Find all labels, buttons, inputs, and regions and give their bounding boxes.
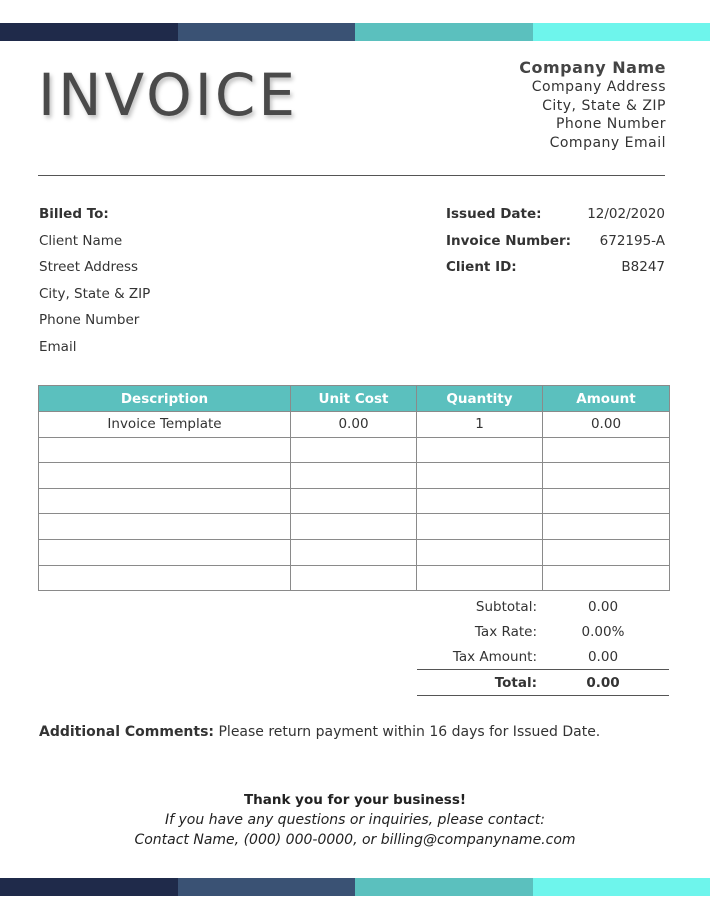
company-phone: Phone Number [555,116,666,133]
comments-label: Additional Comments: [39,724,215,740]
cell-description [39,437,291,463]
table-row [39,565,670,591]
tax-amount-value: 0.00 [587,648,619,665]
footer [0,790,710,850]
total-row [417,669,669,696]
tax-rate-row [417,619,669,644]
company-city: City, State & ZIP [542,97,666,114]
top-color-stripe [0,23,710,41]
invoice-number-row [446,232,665,259]
stripe-segment-navy [0,878,178,896]
header-divider [38,175,665,176]
tax-amount-row [417,644,669,669]
company-email: Company Email [549,134,666,151]
invoice-number-label: Invoice Number: [446,232,572,249]
stripe-segment-teal [355,23,533,41]
issued-date-label: Issued Date: [446,206,542,222]
billed-to-section [39,205,150,365]
stripe-segment-aqua [533,23,710,41]
stripe-segment-slate [178,23,356,41]
cell-description [39,514,291,540]
cell-unit-cost [291,463,417,489]
company-name: Company Name [519,58,666,77]
cell-unit-cost: 0.00 [291,412,417,438]
issued-date-value: 12/02/2020 [587,206,665,222]
cell-unit-cost [291,437,417,463]
tax-rate-label: Tax Rate: [474,623,537,640]
cell-amount [543,463,670,489]
issued-date-row [446,205,665,232]
column-header-amount: Amount [543,386,670,412]
invoice-number-value: 672195-A [599,232,665,249]
table-row [39,412,670,438]
stripe-segment-teal [355,878,533,896]
client-id-row [446,258,665,285]
cell-amount [543,539,670,565]
subtotal-row [417,594,669,619]
company-info [519,58,666,152]
invoice-title: INVOICE [38,61,299,129]
client-email: Email [39,338,77,355]
cell-quantity [417,565,543,591]
cell-description [39,539,291,565]
comments-text: Please return payment within 16 days for Issued Date. [214,724,601,740]
cell-amount: 0.00 [543,412,670,438]
cell-quantity: 1 [417,412,543,438]
client-phone: Phone Number [39,312,140,329]
tax-rate-value: 0.00% [581,623,625,640]
client-id-label: Client ID: [446,259,517,276]
cell-unit-cost [291,488,417,514]
cell-description [39,488,291,514]
cell-unit-cost [291,514,417,540]
cell-quantity [417,437,543,463]
table-row [39,463,670,489]
stripe-segment-slate [178,878,356,896]
cell-quantity [417,514,543,540]
line-items-table [38,385,670,591]
table-header-row [39,386,670,412]
cell-description [39,565,291,591]
cell-unit-cost [291,539,417,565]
company-address: Company Address [531,79,666,95]
client-id-value: B8247 [621,259,665,276]
cell-description [39,463,291,489]
contact-intro: If you have any questions or inquiries, please contact: [165,812,545,828]
cell-description: Invoice Template [39,412,291,438]
total-value: 0.00 [586,674,620,691]
table-row [39,488,670,514]
cell-amount [543,565,670,591]
bottom-color-stripe [0,878,710,896]
thank-you-text: Thank you for your business! [243,792,467,808]
table-row [39,437,670,463]
additional-comments [39,724,600,740]
column-header-quantity: Quantity [417,386,543,412]
billed-to-label: Billed To: [39,206,109,222]
invoice-meta [446,205,665,285]
cell-quantity [417,488,543,514]
totals-section [417,594,669,696]
client-name: Client Name [39,232,123,249]
cell-quantity [417,539,543,565]
subtotal-label: Subtotal: [475,598,537,615]
contact-details: Contact Name, (000) 000-0000, or billing@companyname.com [134,832,576,848]
stripe-segment-navy [0,23,178,41]
cell-amount [543,514,670,540]
cell-unit-cost [291,565,417,591]
cell-amount [543,437,670,463]
total-label: Total: [494,674,537,691]
client-street: Street Address [39,259,139,276]
column-header-description: Description [39,386,291,412]
cell-amount [543,488,670,514]
column-header-unit-cost: Unit Cost [291,386,417,412]
cell-quantity [417,463,543,489]
table-row [39,514,670,540]
tax-amount-label: Tax Amount: [452,648,537,665]
stripe-segment-aqua [533,878,710,896]
client-city: City, State & ZIP [39,285,151,302]
subtotal-value: 0.00 [587,598,619,615]
table-row [39,539,670,565]
